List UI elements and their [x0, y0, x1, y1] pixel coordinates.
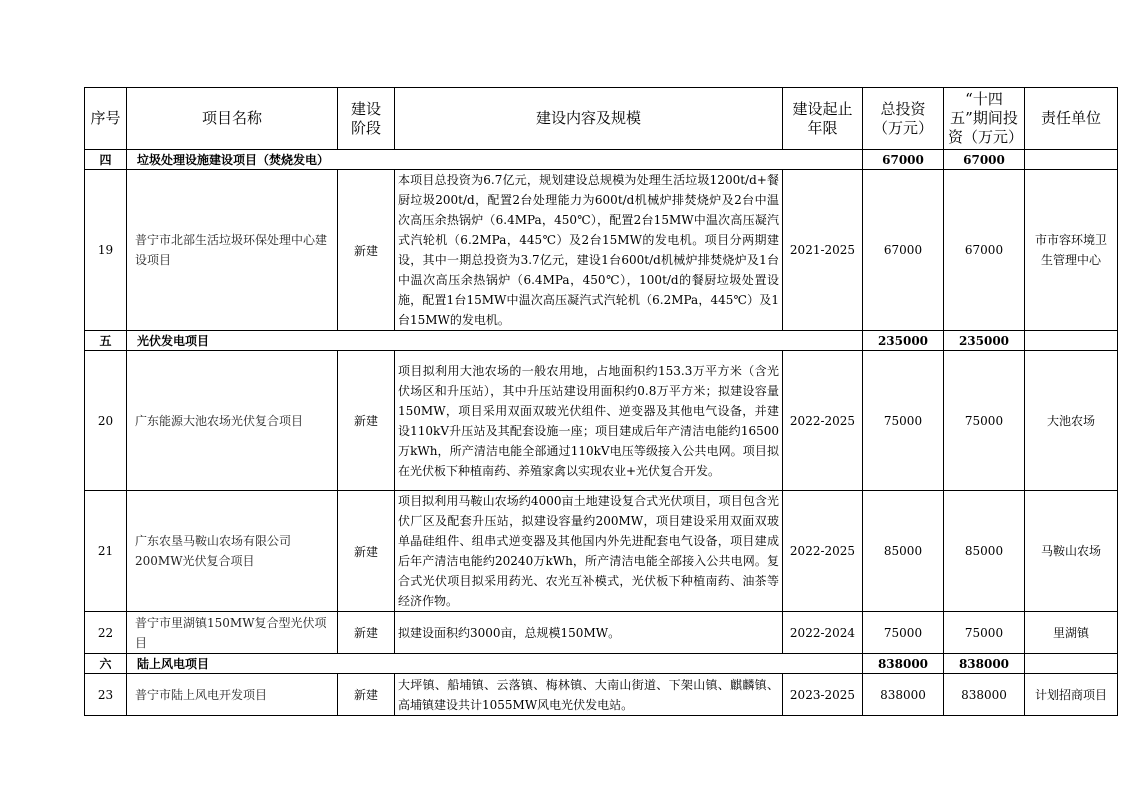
group-total: 235000: [863, 331, 944, 351]
header-row: [85, 88, 1118, 150]
row-total: 85000: [863, 491, 944, 612]
row-name: 普宁市陆上风电开发项目: [127, 674, 338, 716]
row-total: 67000: [863, 170, 944, 331]
row-period: 2023-2025: [783, 674, 863, 716]
row-seq: 19: [85, 170, 127, 331]
header-unit: 责任单位: [1025, 88, 1118, 150]
group-row: [85, 150, 1118, 170]
row-name: 广东能源大池农场光伏复合项目: [127, 351, 338, 491]
table-row: [85, 612, 1118, 654]
table-row: [85, 674, 1118, 716]
row-total: 838000: [863, 674, 944, 716]
row-stage: 新建: [338, 674, 395, 716]
group-number: 六: [85, 654, 127, 674]
row-plan: 85000: [944, 491, 1025, 612]
group-number: 五: [85, 331, 127, 351]
row-seq: 20: [85, 351, 127, 491]
row-unit: 马鞍山农场: [1025, 491, 1118, 612]
row-unit: 计划招商项目: [1025, 674, 1118, 716]
row-content: 本项目总投资为6.7亿元，规划建设总规模为处理生活垃圾1200t/d+餐厨垃圾200t/d，配置2台处理能力为600t/d机械炉排焚烧炉及2台中温次高压余热锅炉（6.4MPa，450℃），配置2台15MW中温次高压凝汽式汽轮机（6.2MPa，445℃）及2台15MW的发电机。项目分两期建设，其中一期总投资为3.7亿元，建设1台600t/d机械炉排焚烧炉及1台中温次高压余热锅炉（6.4MPa，450℃），100t/d的餐厨垃圾处置设施，配置1台15MW中温次高压凝汽式汽轮机（6.2MPa，445℃）及1台15MW的发电机。: [395, 170, 783, 331]
table-row: [85, 351, 1118, 491]
table-row: [85, 170, 1118, 331]
header-seq: 序号: [85, 88, 127, 150]
row-seq: 23: [85, 674, 127, 716]
row-unit: 里湖镇: [1025, 612, 1118, 654]
row-plan: 75000: [944, 612, 1025, 654]
row-plan: 838000: [944, 674, 1025, 716]
group-unit-empty: [1025, 331, 1118, 351]
group-total: 67000: [863, 150, 944, 170]
row-stage: 新建: [338, 351, 395, 491]
header-stage: 建设阶段: [338, 88, 395, 150]
group-unit-empty: [1025, 654, 1118, 674]
group-title: 光伏发电项目: [127, 331, 863, 351]
row-period: 2022-2025: [783, 491, 863, 612]
header-plan: “十四五”期间投资（万元）: [944, 88, 1025, 150]
group-plan: 235000: [944, 331, 1025, 351]
header-name: 项目名称: [127, 88, 338, 150]
row-period: 2021-2025: [783, 170, 863, 331]
row-period: 2022-2024: [783, 612, 863, 654]
row-seq: 22: [85, 612, 127, 654]
group-unit-empty: [1025, 150, 1118, 170]
row-stage: 新建: [338, 491, 395, 612]
group-row: [85, 331, 1118, 351]
row-name: 广东农垦马鞍山农场有限公司200MW光伏复合项目: [127, 491, 338, 612]
row-total: 75000: [863, 351, 944, 491]
row-total: 75000: [863, 612, 944, 654]
header-content: 建设内容及规模: [395, 88, 783, 150]
row-content: 项目拟利用马鞍山农场约4000亩土地建设复合式光伏项目，项目包含光伏厂区及配套升压站，拟建设容量约200MW，项目建设采用双面双玻单晶硅组件、组串式逆变器及其他国内外先进配套电气设备，项目建成后年产清洁电能约20240万kWh，所产清洁电能全部接入公共电网。复合式光伏项目拟采用药光、农光互补模式，光伏板下种植南药、油茶等经济作物。: [395, 491, 783, 612]
group-title: 垃圾处理设施建设项目（焚烧发电）: [127, 150, 863, 170]
project-table: [84, 87, 1118, 716]
group-plan: 67000: [944, 150, 1025, 170]
row-period: 2022-2025: [783, 351, 863, 491]
row-content: 大坪镇、船埔镇、云落镇、梅林镇、大南山街道、下架山镇、麒麟镇、高埔镇建设共计1055MW风电光伏发电站。: [395, 674, 783, 716]
row-plan: 67000: [944, 170, 1025, 331]
row-name: 普宁市里湖镇150MW复合型光伏项目: [127, 612, 338, 654]
row-stage: 新建: [338, 170, 395, 331]
group-number: 四: [85, 150, 127, 170]
header-total: 总投资（万元）: [863, 88, 944, 150]
row-unit: 市市容环境卫生管理中心: [1025, 170, 1118, 331]
row-content: 项目拟利用大池农场的一般农用地，占地面积约153.3万平方米（含光伏场区和升压站），其中升压站建设用面积约0.8万平方米；拟建设容量150MW，项目采用双面双玻光伏组件、逆变器及其他电气设备，并建设110kV升压站及其配套设施一座；项目建成后年产清洁电能约16500万kWh，所产清洁电能全部通过110kV电压等级接入公共电网。项目拟在光伏板下种植南药、养殖家禽以实现农业+光伏复合开发。: [395, 351, 783, 491]
group-row: [85, 654, 1118, 674]
group-plan: 838000: [944, 654, 1025, 674]
row-unit: 大池农场: [1025, 351, 1118, 491]
row-stage: 新建: [338, 612, 395, 654]
group-total: 838000: [863, 654, 944, 674]
group-title: 陆上风电项目: [127, 654, 863, 674]
row-seq: 21: [85, 491, 127, 612]
table-row: [85, 491, 1118, 612]
row-plan: 75000: [944, 351, 1025, 491]
row-name: 普宁市北部生活垃圾环保处理中心建设项目: [127, 170, 338, 331]
header-period: 建设起止年限: [783, 88, 863, 150]
row-content: 拟建设面积约3000亩，总规模150MW。: [395, 612, 783, 654]
